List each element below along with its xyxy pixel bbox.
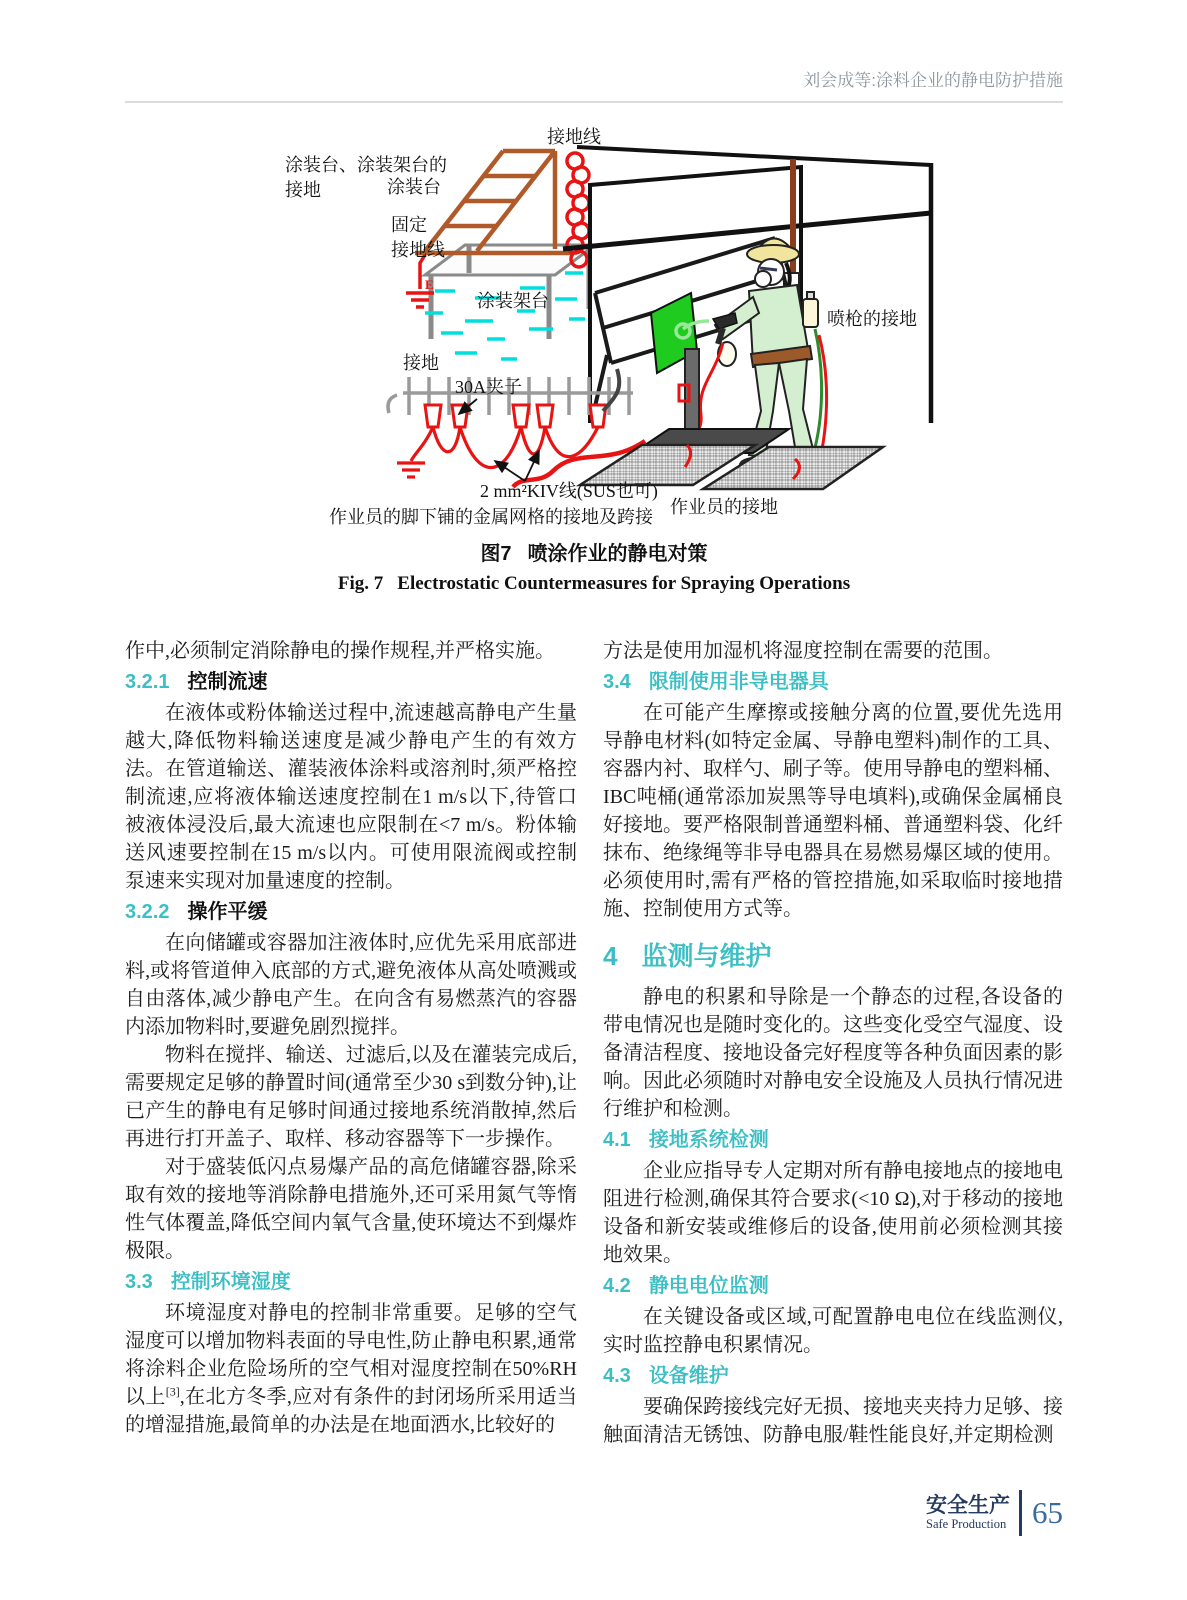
paragraph: 静电的积累和导除是一个静态的过程,各设备的带电情况也是随时变化的。这些变化受空气湿度、设备清洁程度、接地设备完好程度等各种负面因素的影响。因此必须随时对静电安全设施及人员执行情况进行维护和检测。: [603, 986, 1063, 1120]
running-head: 刘会成等:涂料企业的静电防护措施: [125, 66, 1063, 103]
paragraph: 在关键设备或区域,可配置静电电位在线监测仪,实时监控静电积累情况。: [603, 1306, 1063, 1356]
journal-name-en: Safe Production: [926, 1517, 1007, 1531]
citation-ref: [3]: [165, 1384, 180, 1399]
paragraph: 在液体或粉体输送过程中,流速越高静电产生量越大,降低物料输送速度是减少静电产生的有效方法。在管道输送、灌装液体涂料或溶剂时,须严格控制流速,应将液体输送速度控制在1 m/s以下,待管口被液体浸没后,最大流速也应限制在<7 m/s。粉体输送风速要控制在15 m/s以内。可使用限流阀或控制泵速来实现对加量速度的控制。: [125, 702, 577, 892]
figure-caption-en: [125, 573, 1063, 595]
heading-title: 操作平缓: [187, 901, 268, 923]
label-painting-rack: 涂装架台: [477, 291, 549, 311]
label-line: 接地线: [391, 240, 445, 260]
label-line: 接地: [285, 180, 321, 200]
label-line: 涂装台、涂装架台的: [285, 155, 447, 175]
paragraph: 在可能产生摩擦或接触分离的位置,要优先选用导静电材料(如特定金属、导静电塑料)制作的工具、容器内衬、取样勺、刷子等。使用导静电的塑料桶、IBC吨桶(通常添加炭黑等导电填料),或确保金属桶良好接地。要严格限制普通塑料桶、普通塑料袋、化纤抹布、绝缘绳等非导电器具在易燃易爆区域的使用。必须使用时,需有严格的管控措施,如采取临时接地措施、控制使用方式等。: [603, 702, 1063, 920]
heading-title: 限制使用非导电器具: [648, 671, 829, 693]
label-30a-clamp: 30A夹子: [455, 377, 522, 397]
label-line: 固定: [391, 215, 427, 235]
paragraph: [125, 1299, 577, 1439]
figure-number-en: Fig. 7: [337, 573, 384, 594]
heading-3-2-2: [125, 898, 577, 926]
heading-4-1: [603, 1126, 1063, 1154]
paragraph: 企业应指导专人定期对所有静电接地点的接地电阻进行检测,确保其符合要求(<10 Ω),对于移动的接地设备和新安装或维修后的设备,使用前必须检测其接地效果。: [603, 1160, 1063, 1266]
heading-3-4: [603, 668, 1063, 696]
label-fixed-ground-wire: [391, 213, 445, 263]
overhead-ground-line: [577, 147, 931, 165]
paragraph: 要确保跨接线完好无损、接地夹夹持力足够、接触面清洁无锈蚀、防静电服/鞋性能良好,并定期检测: [603, 1396, 1063, 1446]
label-painting-stand: 涂装台: [387, 177, 441, 197]
heading-title: 接地系统检测: [648, 1129, 769, 1151]
label-metal-mesh: 作业员的脚下铺的金属网格的接地及跨接: [329, 507, 653, 527]
figure-number-cn: 图7: [480, 543, 512, 565]
paragraph: 方法是使用加湿机将湿度控制在需要的范围。: [603, 640, 1003, 662]
heading-title: 控制流速: [187, 671, 268, 693]
heading-title: 监测与维护: [641, 941, 772, 971]
figure-caption-cn: [125, 537, 1063, 566]
heading-number: 4.1: [603, 1129, 631, 1151]
heading-title: 静电电位监测: [648, 1275, 769, 1297]
two-column-text: [125, 637, 1063, 1449]
ground-e-mark: E: [425, 277, 434, 292]
grid-ground-symbol: [397, 463, 425, 477]
water-dashes: [425, 273, 585, 359]
heading-number: 4: [603, 941, 618, 971]
green-hose: [813, 329, 822, 455]
right-column: [603, 637, 1063, 1449]
label-operator-grounding: 作业员的接地: [670, 497, 778, 517]
side-beam: [563, 213, 931, 249]
label-ground-wire: 接地线: [547, 127, 601, 147]
heading-4: [603, 939, 1063, 973]
heading-3-2-1: [125, 668, 577, 696]
heading-number: 3.4: [603, 671, 631, 693]
footer-divider: [1019, 1490, 1022, 1536]
page-footer: [926, 1490, 1063, 1536]
heading-3-3: [125, 1268, 577, 1296]
heading-number: 3.2.2: [125, 901, 170, 923]
paragraph: 在向储罐或容器加注液体时,应优先采用底部进料,或将管道伸入底部的方式,避免液体从高处喷溅或自由落体,减少静电产生。在向含有易燃蒸汽的容器内添加物料时,要避免剧烈搅拌。: [125, 932, 577, 1038]
heading-number: 4.3: [603, 1365, 631, 1387]
paragraph: 作中,必须制定消除静电的操作规程,并严格实施。: [125, 640, 555, 662]
text-run: ,在北方冬季,应对有条件的封闭场所采用适当的增湿措施,最简单的办法是在地面洒水,比较好的: [125, 1386, 578, 1436]
figure-title-en: Electrostatic Countermeasures for Spraying Operations: [397, 573, 851, 594]
figure-title-cn: 喷涂作业的静电对策: [527, 543, 708, 565]
journal-name: [926, 1494, 1010, 1532]
heading-4-2: [603, 1272, 1063, 1300]
text-run: 环境湿度对静电的控制非常重要。足够的空气湿度可以增加物料表面的导电性,防止静电积累,通常将涂料企业危险场所的空气相对湿度控制在50%RH以上: [125, 1302, 577, 1408]
figure-7-drawing: [125, 123, 1065, 523]
arrow-to-wire-1: [495, 461, 525, 481]
ground-clamps: [425, 405, 606, 427]
heading-number: 4.2: [603, 1275, 631, 1297]
label-spray-gun-grounding: 喷枪的接地: [827, 309, 917, 329]
label-grounding: 接地: [403, 353, 439, 373]
heading-title: 设备维护: [648, 1365, 729, 1387]
left-column: [125, 637, 577, 1449]
label-kiv-wire: 2 mm²KIV线(SUS也可): [480, 481, 658, 501]
heading-number: 3.2.1: [125, 671, 170, 693]
paragraph: 对于盛装低闪点易爆产品的高危储罐容器,除采取有效的接地等消除静电措施外,还可采用氮气等惰性气体覆盖,降低空间内氧气含量,使环境达不到爆炸极限。: [125, 1156, 577, 1262]
page-number: 65: [1032, 1495, 1063, 1530]
heading-4-3: [603, 1362, 1063, 1390]
journal-name-cn: 安全生产: [926, 1494, 1010, 1517]
page-body: [125, 66, 1063, 1449]
heading-number: 3.3: [125, 1271, 153, 1293]
paragraph: 物料在搅拌、输送、过滤后,以及在灌装完成后,需要规定足够的静置时间(通常至少30 s到数分钟),让已产生的静电有足够时间通过接地系统消散掉,然后再进行打开盖子、取样、移动容器等下一步操作。: [125, 1044, 577, 1150]
heading-title: 控制环境湿度: [170, 1271, 291, 1293]
arrow-to-wire-2: [525, 451, 539, 481]
figure-7-illustration: [125, 123, 1063, 527]
